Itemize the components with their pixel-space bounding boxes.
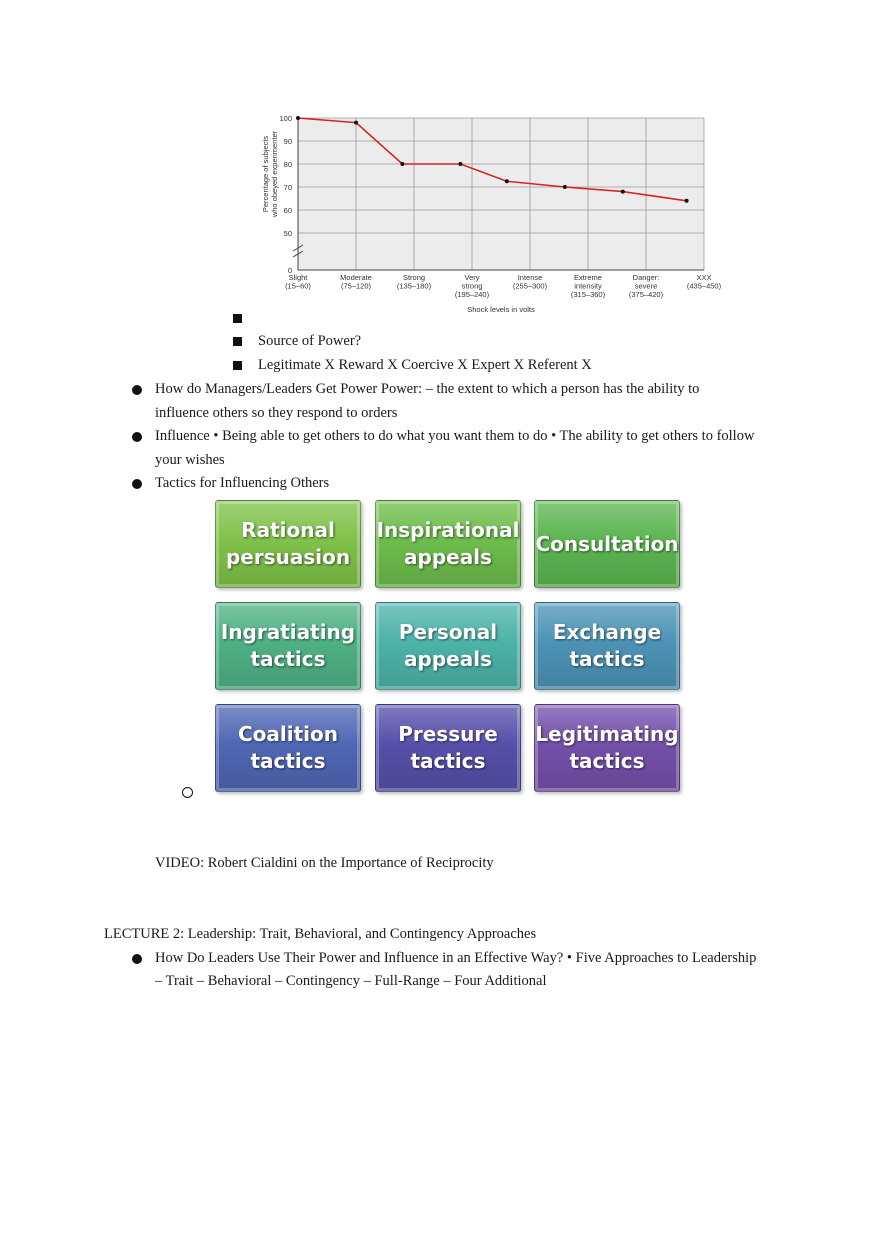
square-bullet-text: Source of Power?	[258, 333, 362, 349]
tactic-tile-pressure-tactics: Pressure tactics	[375, 704, 521, 792]
y-tick-label: 0	[287, 266, 292, 275]
data-point	[296, 116, 300, 120]
tactic-tile-rational-persuasion: Rational persuasion	[215, 500, 361, 588]
hollow-bullet	[182, 787, 193, 798]
obedience-line-chart	[254, 108, 734, 320]
round-bullet	[132, 385, 142, 395]
tactic-tile-legitimating-tactics: Legitimating tactics	[534, 704, 680, 792]
tactic-tile-consultation: Consultation	[534, 500, 680, 588]
lecture-heading: LECTURE 2: Leadership: Trait, Behavioral, and Contingency Approaches	[104, 926, 537, 942]
x-axis-label: Shock levels in volts	[467, 305, 535, 314]
data-point	[505, 179, 509, 183]
tactic-tile-coalition-tactics: Coalition tactics	[215, 704, 361, 792]
round-bullet	[132, 479, 142, 489]
x-tick-label: Moderate (75–120)	[340, 273, 372, 291]
tactic-tile-exchange-tactics: Exchange tactics	[534, 602, 680, 690]
y-tick-label: 70	[283, 183, 292, 192]
bullet-text-line: your wishes	[155, 452, 225, 468]
bullet-text-line: Tactics for Influencing Others	[155, 475, 330, 491]
x-tick-label: XXX (435–450)	[686, 273, 722, 291]
x-tick-label: Slight (15–60)	[285, 273, 311, 291]
bullet-text-line: Influence • Being able to get others to do what you want them to do • The ability to get others to follow	[155, 428, 755, 444]
y-tick-label: 80	[283, 160, 292, 169]
y-tick-label: 100	[279, 114, 292, 123]
data-point	[685, 199, 689, 203]
y-tick-label: 90	[283, 137, 292, 146]
x-tick-label: Very strong (195–240)	[454, 273, 490, 299]
bullet-text-line: How Do Leaders Use Their Power and Influence in an Effective Way? • Five Approaches to Leadership	[155, 950, 757, 966]
round-bullet	[132, 432, 142, 442]
tactic-tile-ingratiating-tactics: Ingratiating tactics	[215, 602, 361, 690]
y-axis-label: Percentage of subjectswho obeyed experimenter	[261, 130, 279, 218]
data-point	[400, 162, 404, 166]
square-bullet	[233, 337, 242, 346]
x-tick-label: Extreme intensity (315–360)	[570, 273, 606, 299]
x-tick-label: Intense (255–300)	[512, 273, 548, 291]
square-bullet-text: Legitimate X Reward X Coercive X Expert X Referent X	[258, 357, 592, 373]
y-tick-label: 50	[283, 229, 292, 238]
y-tick-label: 60	[283, 206, 292, 215]
square-bullet	[233, 361, 242, 370]
tactic-tile-inspirational-appeals: Inspirational appeals	[375, 500, 521, 588]
bullet-text-line: influence others so they respond to orders	[155, 405, 398, 421]
data-point	[563, 185, 567, 189]
square-bullet	[233, 314, 242, 323]
round-bullet	[132, 954, 142, 964]
data-point	[354, 121, 358, 125]
tactic-tile-personal-appeals: Personal appeals	[375, 602, 521, 690]
bullet-text-line: – Trait – Behavioral – Contingency – Full-Range – Four Additional	[155, 973, 547, 989]
data-point	[458, 162, 462, 166]
video-reference: VIDEO: Robert Cialdini on the Importance of Reciprocity	[155, 855, 494, 871]
bullet-text-line: How do Managers/Leaders Get Power Power: – the extent to which a person has the ability to	[155, 381, 700, 397]
data-point	[621, 190, 625, 194]
x-tick-label: Strong (135–180)	[396, 273, 432, 291]
x-tick-label: Danger: severe (375–420)	[628, 273, 664, 299]
